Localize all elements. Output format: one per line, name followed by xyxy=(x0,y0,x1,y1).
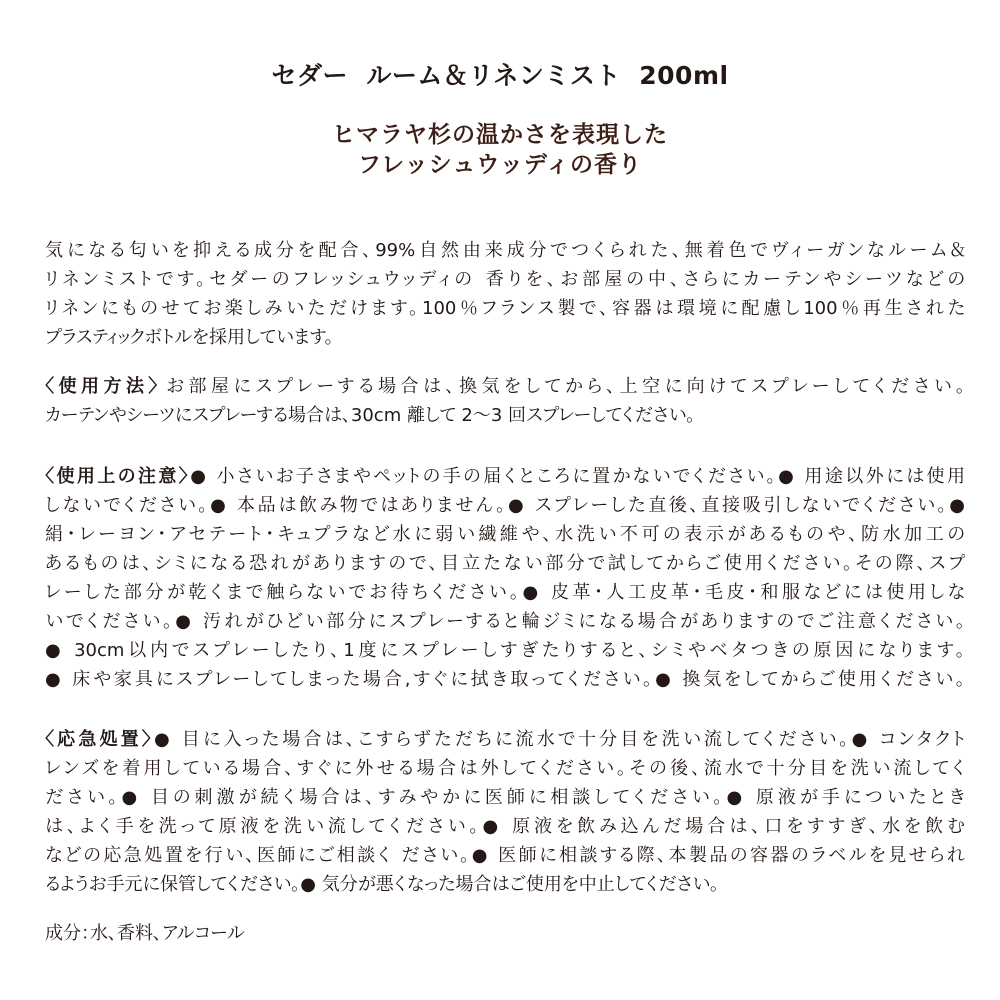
cautions-text: ● 小さいお子さまやペットの手の届くところに置かないでください。● 用途以外には使用 xyxy=(190,466,965,487)
first-aid-line: などの応急処置を行い、医師にご相談く ださい。● 医師に相談する際、本製品の容器のラベルを見せられ xyxy=(45,845,965,866)
first-aid-section xyxy=(45,725,965,899)
intro-line: プラスティックボトルを採用しています。 xyxy=(45,327,334,348)
cautions-line: いでください。● 汚れがひどい部分にスプレーすると輪ジミになる場合がありますのでご注意ください。 xyxy=(45,611,965,632)
cautions-line: ● 30cm以内でスプレーしたり、1度にスプレーしすぎたりすると、シミやベタつきの原因になります。 xyxy=(45,640,965,661)
intro-line: リネンにものせてお楽しみいただけます。100％フランス製で、容器は環境に配慮し100％再生された xyxy=(45,298,965,319)
product-tagline xyxy=(0,120,1000,180)
cautions-section xyxy=(45,462,965,694)
intro-line: リネンミストです。セダーのフレッシュウッディの 香りを、お部屋の中、さらにカーテンやシーツなどの xyxy=(45,269,965,290)
first-aid-label: 〈応急処置〉 xyxy=(45,729,155,750)
cautions-line: ● 床や家具にスプレーしてしまった場合,すぐに拭き取ってください。● 換気をしてからご使用ください。 xyxy=(45,669,965,690)
intro-paragraph xyxy=(45,236,965,352)
cautions-line: 絹・レーヨン・アセテート・キュプラなど水に弱い繊維や、水洗い不可の表示があるものや、防水加工の xyxy=(45,524,965,545)
ingredients-line: 成分：水、香料、アルコール xyxy=(45,923,245,944)
usage-line: カーテンやシーツにスプレーする場合は、30cm 離して 2〜3 回スプレーしてください。 xyxy=(45,405,696,426)
first-aid-text: ● 目に入った場合は、こすらずただちに流水で十分目を洗い流してください。● コンタクト xyxy=(154,729,965,750)
intro-line: 気になる匂いを抑える成分を配合、99%自然由来成分でつくられた、無着色でヴィーガンなルーム＆ xyxy=(45,240,965,261)
first-aid-line: レンズを着用している場合、すぐに外せる場合は外してください。その後、流水で十分目を洗い流してく xyxy=(45,758,965,779)
cautions-label: 〈使用上の注意〉 xyxy=(45,466,191,487)
cautions-line: レーした部分が乾くまで触らないでお待ちください。● 皮革・人工皮革・毛皮・和服などには使用しな xyxy=(45,582,965,603)
tagline-line: フレッシュウッディの香り xyxy=(357,152,643,178)
first-aid-line xyxy=(45,725,965,754)
cautions-line: しないでください。● 本品は飲み物ではありません。● スプレーした直後、直接吸引しないでください。● xyxy=(45,495,965,516)
usage-section xyxy=(45,372,965,430)
tagline-line: ヒマラヤ杉の温かさを表現した xyxy=(332,122,668,148)
cautions-line: あるものは、シミになる恐れがありますので、目立たない部分で試してからご使用ください。その際、スプ xyxy=(45,553,965,574)
product-title: セダー ルーム＆リネンミスト 200ml xyxy=(271,61,729,90)
usage-label: 〈使用方法〉 xyxy=(45,376,162,397)
ingredients-section xyxy=(45,919,965,948)
cautions-line xyxy=(45,462,965,491)
usage-line xyxy=(45,372,965,401)
usage-text: お部屋にスプレーする場合は、換気をしてから、上空に向けてスプレーしてください。 xyxy=(165,376,965,397)
first-aid-line: は、よく手を洗って原液を洗い流してください。● 原液を飲み込んだ場合は、口をすすぎ、水を飲む xyxy=(45,816,965,837)
first-aid-line: るようお手元に保管してください。● 気分が悪くなった場合はご使用を中止してください。 xyxy=(45,874,720,895)
first-aid-line: ださい。● 目の刺激が続く場合は、すみやかに医師に相談してください。● 原液が手についたとき xyxy=(45,787,965,808)
